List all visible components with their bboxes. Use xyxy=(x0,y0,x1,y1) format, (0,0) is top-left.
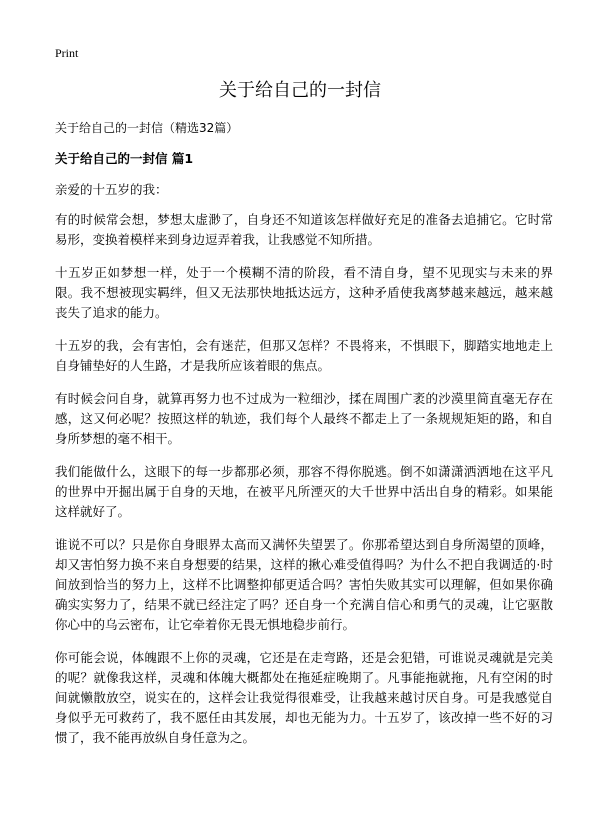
section-heading: 关于给自己的一封信 篇1 xyxy=(55,151,194,166)
paragraph-4: 有时候会问自身，就算再努力也不过成为一粒细沙，揉在周围广袤的沙漠里简直毫无存在感，这又何必呢？按照这样的轨迹，我们每个人最终不都走上了一条规规矩矩的路，和自身所梦想的毫不相干。 xyxy=(55,391,553,446)
document-title: 关于给自己的一封信 xyxy=(219,80,381,101)
paragraph-7: 你可能会说，体魄跟不上你的灵魂，它还是在走弯路，还是会犯错，可谁说灵魂就是完美的呢？就像我这样，灵魂和体魄大概都处在拖延症晚期了。凡事能拖就拖，凡有空闲的时间就懒散放空，说实在的，这样会让我觉得很难受，让我越来越讨厌自身。可是我感觉自身似乎无可救药了，我不愿任由其发展，却也无能为力。十五岁了，该改掉一些不好的习惯了，我不能再放纵自身任意为之。 xyxy=(55,650,553,745)
letter-body xyxy=(55,180,553,761)
paragraph-3: 十五岁的我，会有害怕，会有迷茫，但那又怎样？不畏将来，不惧眼下，脚踏实地地走上自身铺垫好的人生路，才是我所应该着眼的焦点。 xyxy=(55,338,553,373)
paragraph-6: 谁说不可以？只是你自身眼界太高而又满怀失望罢了。你那希望达到自身所渴望的顶峰，却又害怕努力换不来自身想要的结果，这样的揪心难受值得吗？为什么不把自我调适的·时间放到恰当的努力上，这样不比调整抑郁更适合吗？害怕失败其实可以理解，但如果你确确实实努力了，结果不就已经注定了吗？还自身一个充满自信心和勇气的灵魂，让它驱散你心中的乌云密布，让它牵着你无畏无惧地稳步前行。 xyxy=(55,537,553,632)
paragraph-5: 我们能做什么，这眼下的每一步都那必须，那容不得你脱逃。倒不如潇潇洒洒地在这平凡的世界中开掘出属于自身的天地，在被平凡所湮灭的大千世界中活出自身的精彩。如果能这样就好了。 xyxy=(55,464,553,519)
paragraph-1: 有的时候常会想，梦想太虚渺了，自身还不知道该怎样做好充足的准备去追捕它。它时常易形，变换着模样来到身边逗弄着我，让我感觉不知所措。 xyxy=(55,212,553,247)
paragraph-2: 十五岁正如梦想一样，处于一个模糊不清的阶段，看不清自身，望不见现实与未来的界限。我不想被现实羁绊，但又无法那快地抵达远方，这种矛盾使我离梦越来越远，越来越丧失了追求的能力。 xyxy=(55,265,553,320)
letter-greeting: 亲爱的十五岁的我： xyxy=(55,182,168,197)
print-label: Print xyxy=(55,46,79,60)
document-subtitle: 关于给自己的一封信（精选32篇） xyxy=(55,121,239,135)
